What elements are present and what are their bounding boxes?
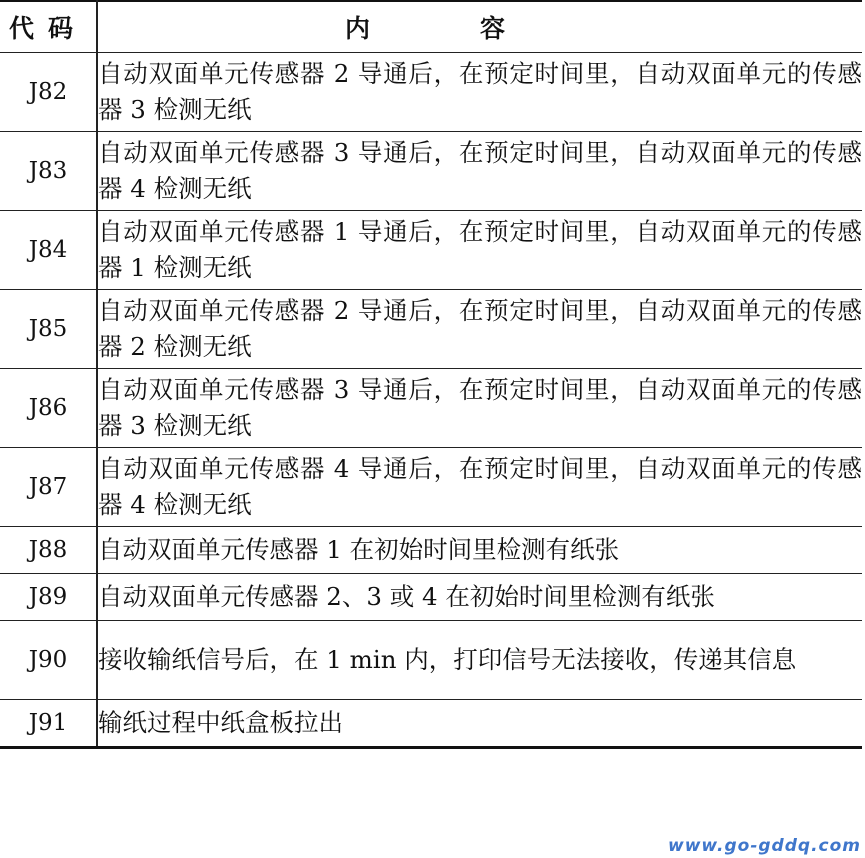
header-content: 内容 — [97, 1, 862, 53]
row-code: J82 — [0, 53, 97, 132]
site-watermark: www.go-gddq.com — [668, 836, 861, 856]
row-code: J85 — [0, 290, 97, 369]
table-row — [0, 211, 862, 290]
row-content: 自动双面单元传感器 3 导通后，在预定时间里，自动双面单元的传感器 4 检测无纸 — [97, 132, 862, 211]
row-content: 自动双面单元传感器 2 导通后，在预定时间里，自动双面单元的传感器 2 检测无纸 — [97, 290, 862, 369]
row-code: J90 — [0, 621, 97, 700]
row-code: J84 — [0, 211, 97, 290]
table-row — [0, 53, 862, 132]
table-row — [0, 448, 862, 527]
row-code: J87 — [0, 448, 97, 527]
row-content: 自动双面单元传感器 4 导通后，在预定时间里，自动双面单元的传感器 4 检测无纸 — [97, 448, 862, 527]
row-code: J86 — [0, 369, 97, 448]
row-code: J83 — [0, 132, 97, 211]
row-code: J88 — [0, 527, 97, 574]
table-row — [0, 574, 862, 621]
row-code: J89 — [0, 574, 97, 621]
row-content: 自动双面单元传感器 1 在初始时间里检测有纸张 — [97, 527, 862, 574]
table-row — [0, 132, 862, 211]
table-row — [0, 290, 862, 369]
table-row — [0, 700, 862, 748]
row-content: 输纸过程中纸盒板拉出 — [97, 700, 862, 748]
row-content: 自动双面单元传感器 2、3 或 4 在初始时间里检测有纸张 — [97, 574, 862, 621]
row-content: 自动双面单元传感器 1 导通后，在预定时间里，自动双面单元的传感器 1 检测无纸 — [97, 211, 862, 290]
row-content: 接收输纸信号后，在 1 min 内，打印信号无法接收，传递其信息 — [97, 621, 862, 700]
table-header-row — [0, 1, 862, 53]
row-content: 自动双面单元传感器 3 导通后，在预定时间里，自动双面单元的传感器 3 检测无纸 — [97, 369, 862, 448]
table-row — [0, 527, 862, 574]
header-code: 代码 — [0, 1, 97, 53]
table-row — [0, 621, 862, 700]
row-code: J91 — [0, 700, 97, 748]
row-content: 自动双面单元传感器 2 导通后，在预定时间里，自动双面单元的传感器 3 检测无纸 — [97, 53, 862, 132]
table-row — [0, 369, 862, 448]
